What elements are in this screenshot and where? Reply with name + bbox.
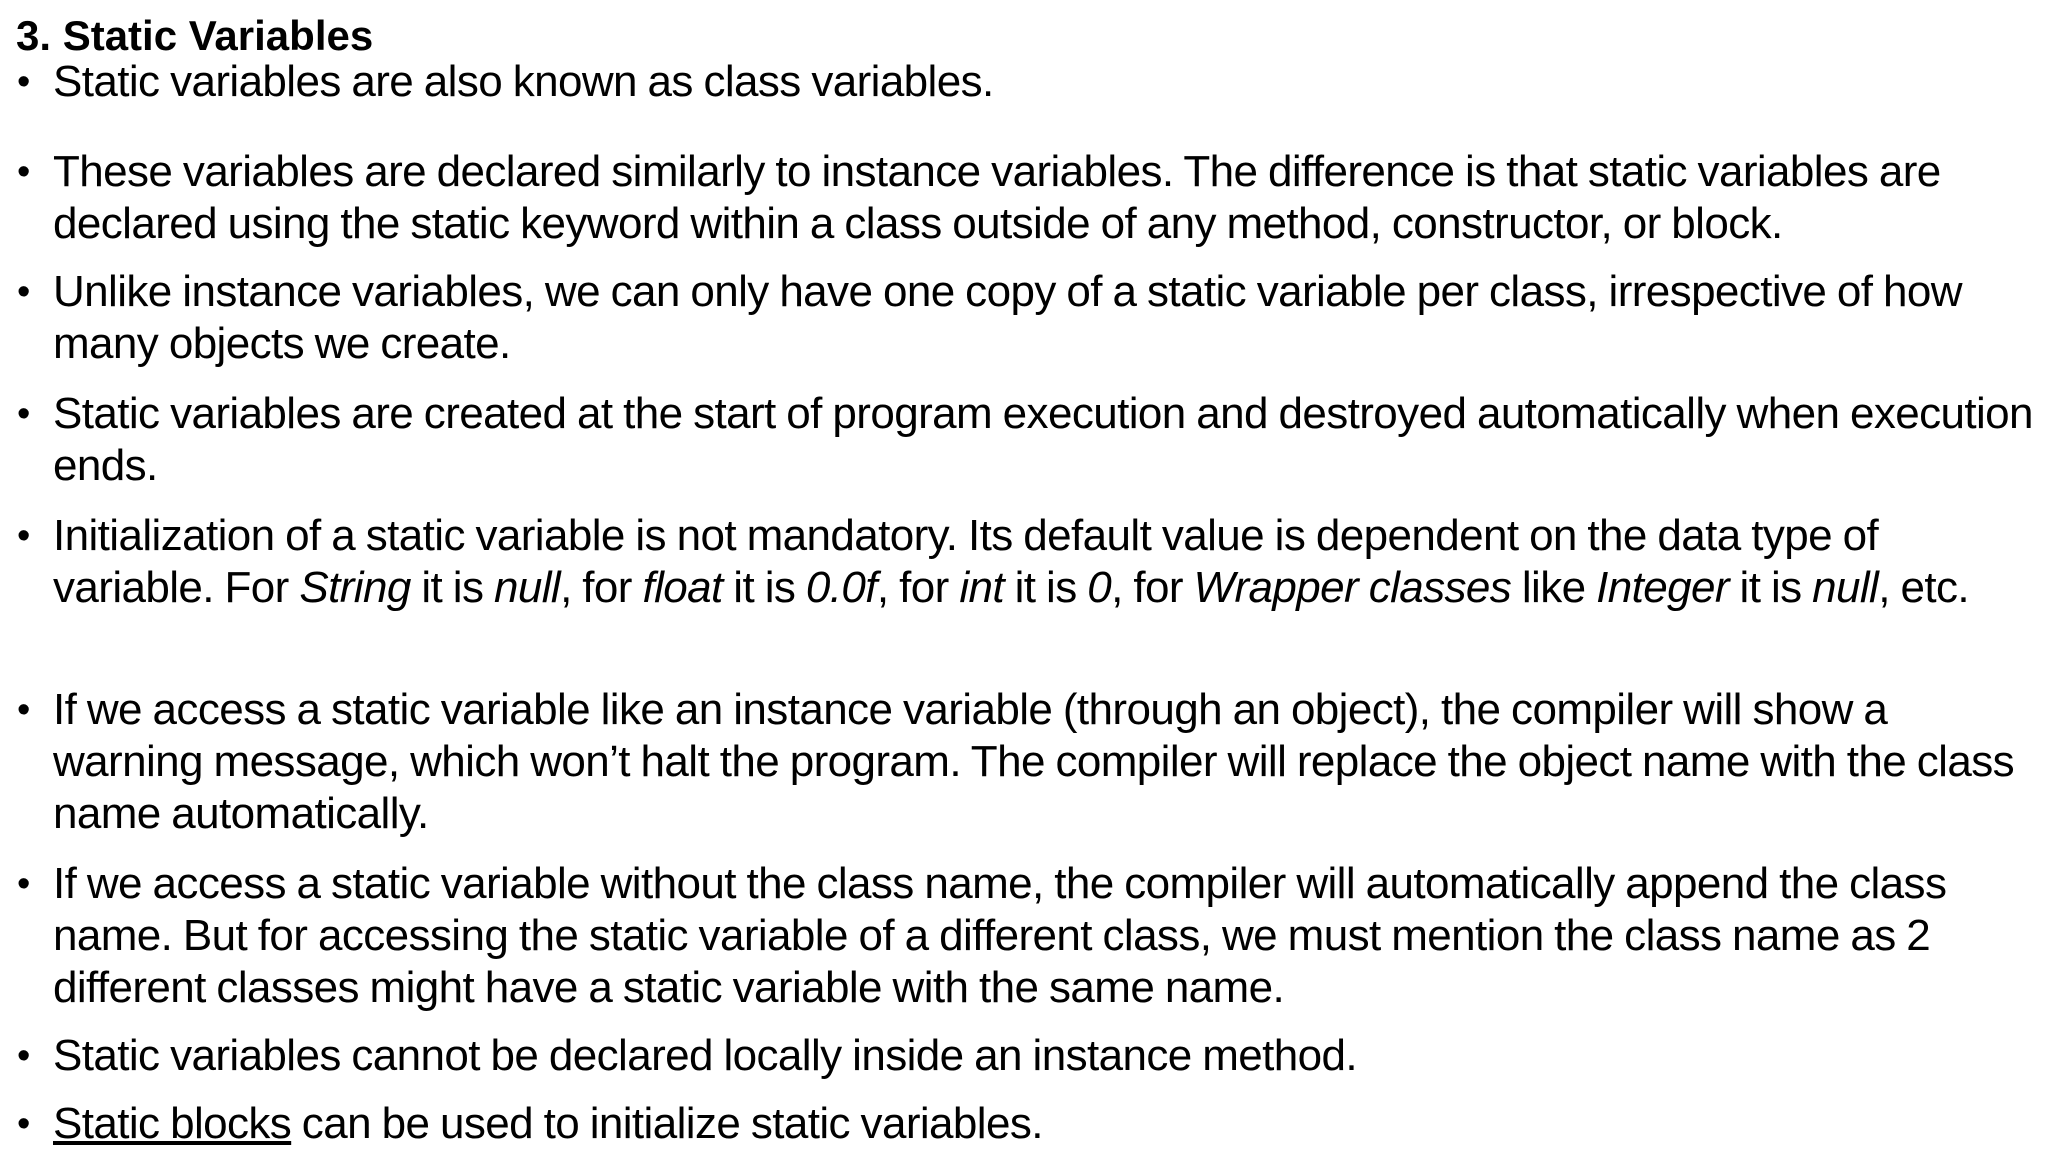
bullet-text-run: If we access a static variable like an instance variable (through an object), the compiler will show a warning message, which won’t halt the program. The compiler will replace the object name with the class name automatically. <box>53 685 2015 838</box>
bullet-text-run: it is <box>410 563 494 612</box>
italic-term: Integer <box>1596 563 1729 612</box>
bullet-text-run: like <box>1511 563 1597 612</box>
bullet-text-run: , for <box>876 563 960 612</box>
bullet-text-run: These variables are declared similarly to instance variables. The difference is that static variables are declared using the static keyword within a class outside of any method, constructor, or block. <box>53 147 1941 248</box>
bullet-text-run: Unlike instance variables, we can only have one copy of a static variable per class, irrespective of how many objects we create. <box>53 267 1962 368</box>
bullet-icon: • <box>17 151 30 193</box>
bullet-text <box>53 389 2033 490</box>
bullet-text <box>53 1099 1043 1148</box>
bullet-text-run: , for <box>1111 563 1194 612</box>
bullet-text-run: , for <box>560 563 643 612</box>
bullet-text <box>53 859 1946 1012</box>
bullet-icon: • <box>17 515 30 557</box>
bullet-icon: • <box>17 271 30 313</box>
italic-term: float <box>642 563 723 612</box>
bullet-icon: • <box>17 863 30 905</box>
bullet-item <box>17 1030 2038 1082</box>
bullet-text <box>53 267 1962 368</box>
section-heading: 3. Static Variables <box>16 12 374 59</box>
bullet-icon: • <box>17 689 30 731</box>
italic-term: null <box>1812 563 1879 612</box>
bullet-item <box>17 56 2038 108</box>
bullet-text <box>53 511 1969 612</box>
italic-term: null <box>493 563 561 612</box>
bullet-icon: • <box>17 1035 30 1077</box>
bullet-text-run: , etc. <box>1878 563 1970 612</box>
bullet-item <box>17 1098 2038 1150</box>
bullet-text-run: Static variables cannot be declared locally inside an instance method. <box>53 1031 1358 1080</box>
bullet-icon: • <box>17 61 30 103</box>
bullet-item <box>17 684 2038 840</box>
bullet-text-run: Initialization of a static variable is not mandatory. Its default value is dependent on the data type of variable. For <box>53 511 1879 612</box>
italic-term: 0 <box>1087 563 1112 612</box>
italic-term: int <box>959 563 1004 612</box>
italic-term: Wrapper classes <box>1193 563 1512 612</box>
bullet-text-run: it is <box>1004 563 1088 612</box>
italic-term: String <box>299 563 411 612</box>
bullet-text-run: Static variables are also known as class variables. <box>53 57 994 106</box>
bullet-item <box>17 510 2038 614</box>
static-blocks-link[interactable]: Static blocks <box>53 1099 292 1148</box>
bullet-text-run: it is <box>1728 563 1813 612</box>
bullet-text <box>53 57 994 106</box>
bullet-icon: • <box>17 393 30 435</box>
bullet-item <box>17 388 2038 492</box>
bullet-icon: • <box>17 1103 30 1145</box>
bullet-text <box>53 1031 1357 1080</box>
bullet-item <box>17 146 2038 250</box>
bullet-text-run: it is <box>722 563 806 612</box>
bullet-text <box>53 685 2014 838</box>
italic-term: 0.0f <box>805 563 877 612</box>
bullet-text <box>53 147 1941 248</box>
bullet-text-run: If we access a static variable without the class name, the compiler will automatically append the class name. But for accessing the static variable of a different class, we must mention the class name as 2 different classes might have a static variable with the same name. <box>53 859 1947 1012</box>
bullet-text-run: can be used to initialize static variables. <box>291 1099 1043 1148</box>
bullet-text-run: Static variables are created at the start of program execution and destroyed automatically when execution ends. <box>53 389 2033 490</box>
bullet-item <box>17 858 2038 1014</box>
bullet-item <box>17 266 2038 370</box>
